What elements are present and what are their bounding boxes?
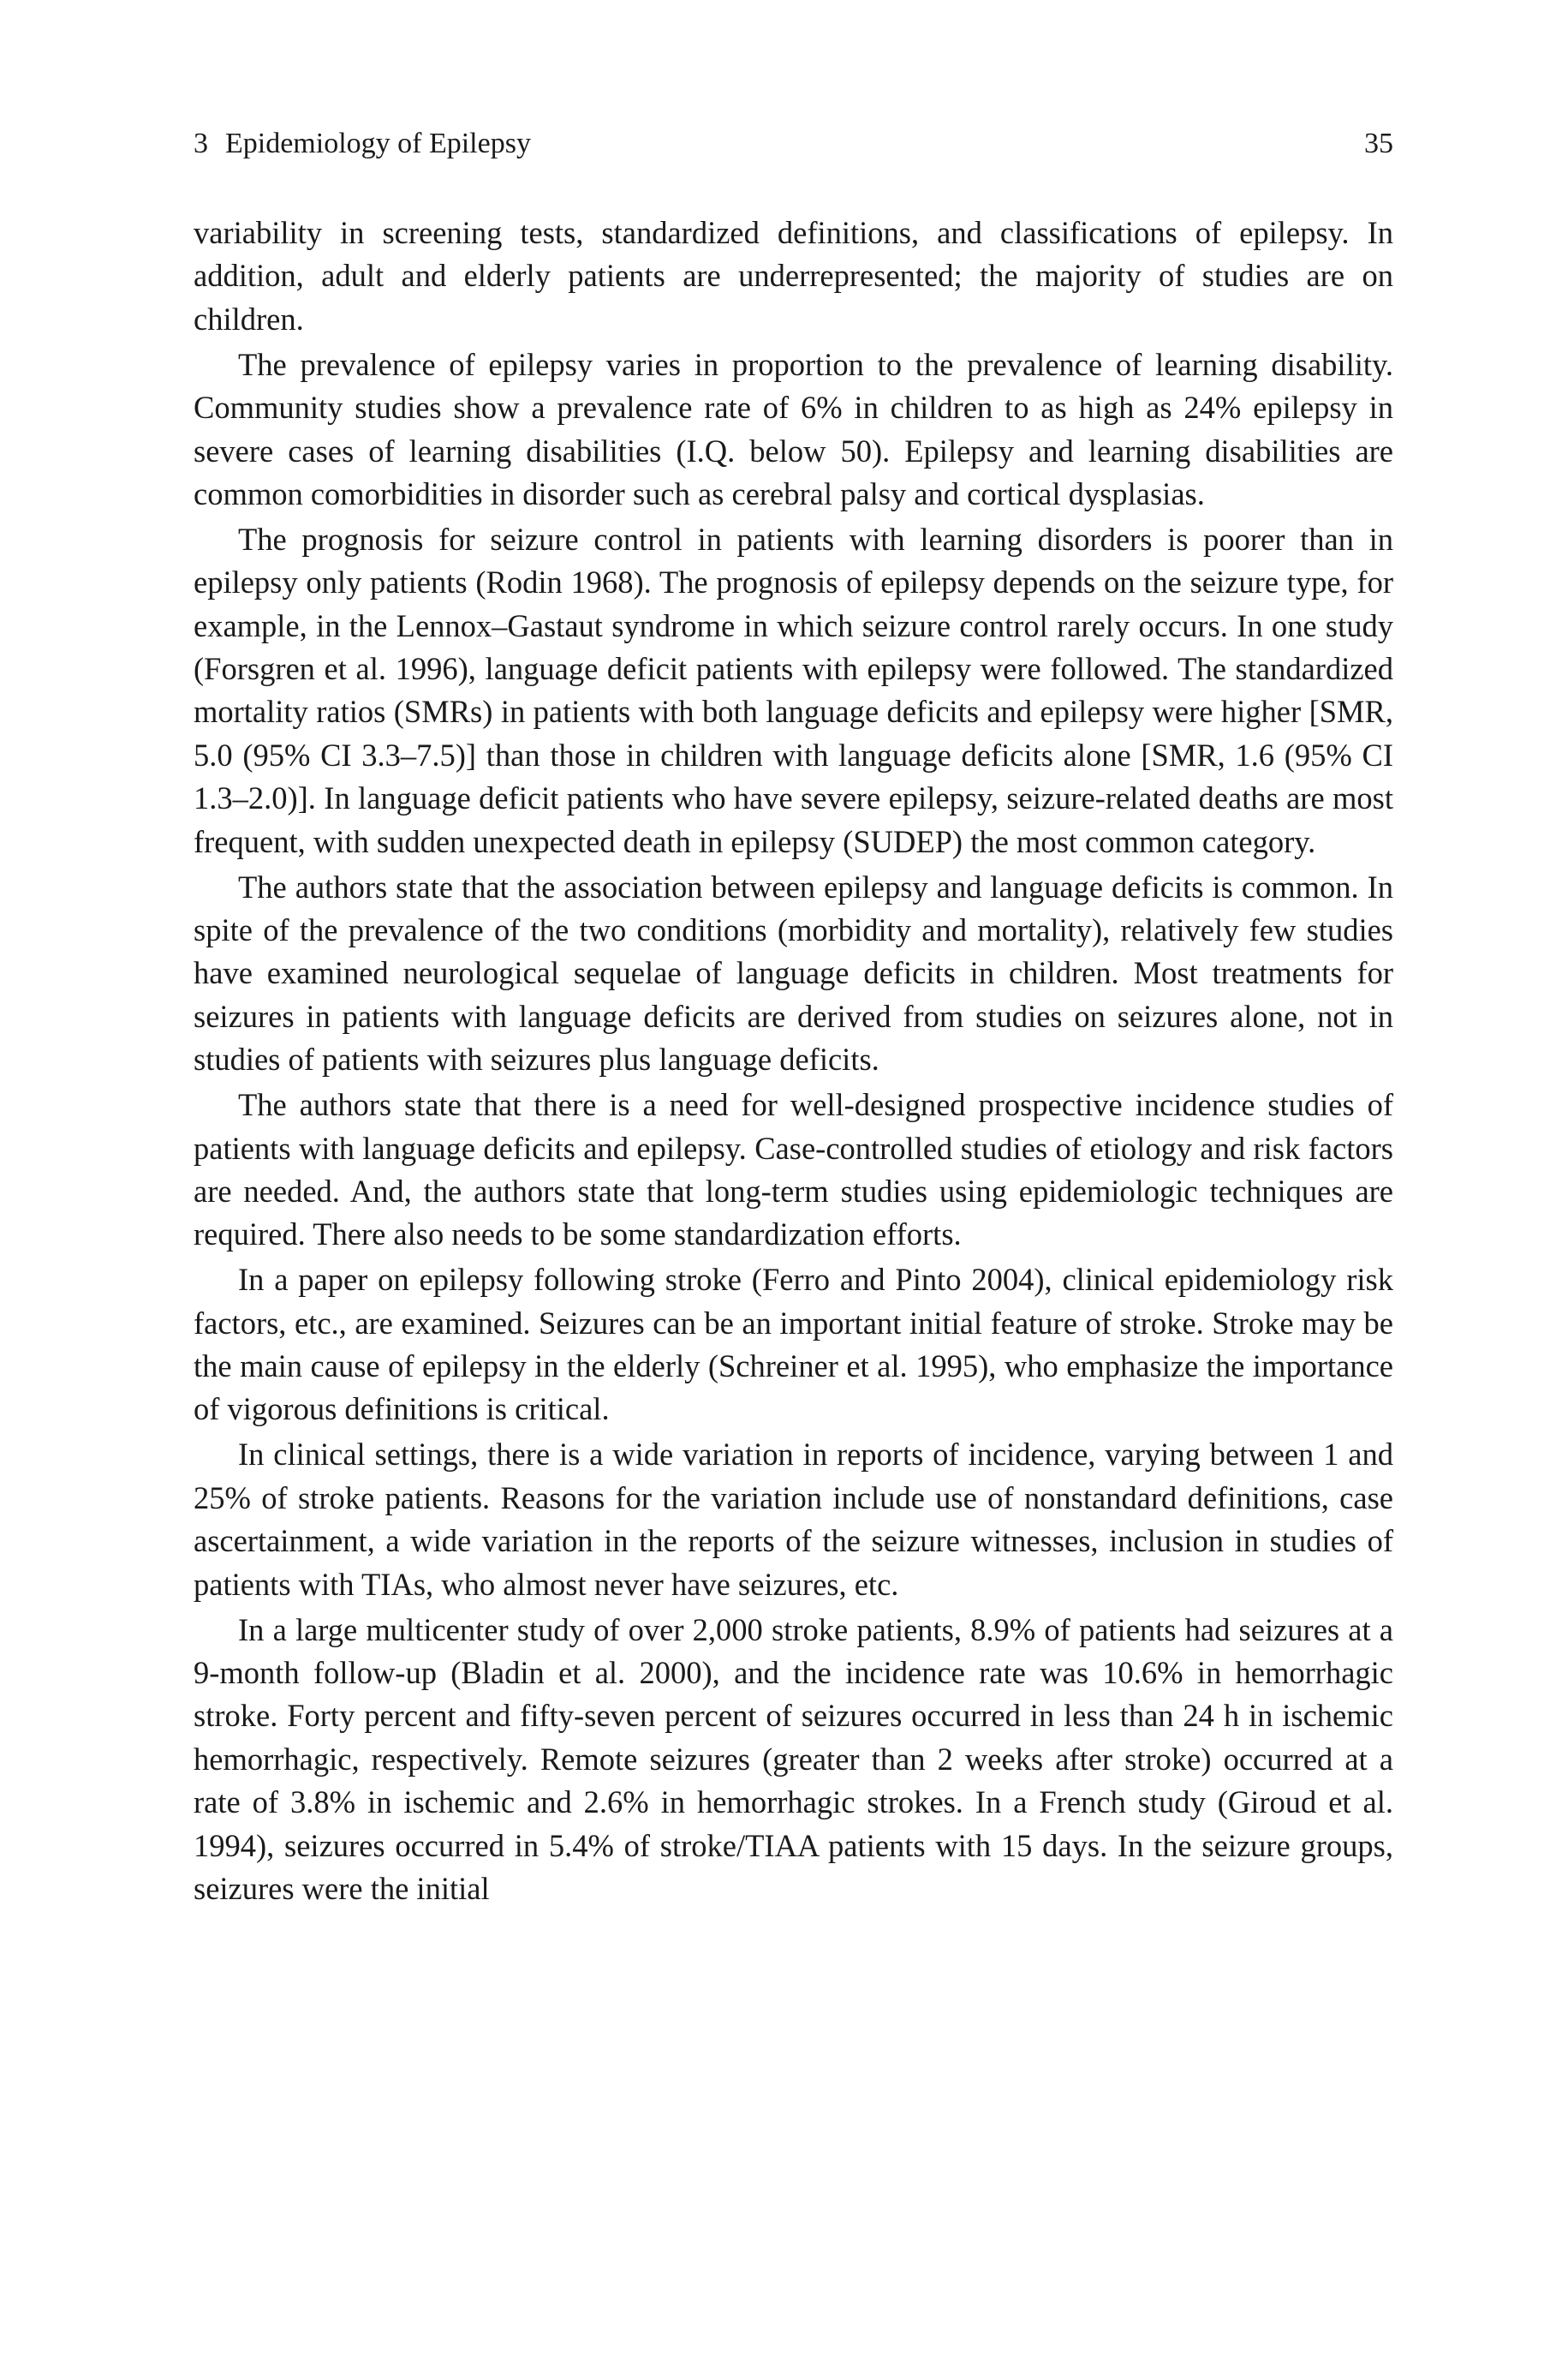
body-text <box>194 212 1393 1913</box>
paragraph-learning-disability: The prevalence of epilepsy varies in proportion to the prevalence of learning disability. Community studies show a prevalence rate of 6% in children to as high as 24% epilepsy in severe cases of learning disabilities (I.Q. below 50). Epilepsy and learning disabilities are common comorbidities in disorder such as cerebral palsy and cortical dysplasias. <box>194 346 1393 511</box>
paragraph-multicenter-study: In a large multicenter study of over 2,000 stroke patients, 8.9% of patients had seizures at a 9-month follow-up (Bladin et al. 2000), and the incidence rate was 10.6% in hemorrhagic stroke. Forty percent and fifty-seven percent of seizures occurred in less than 24 h in ischemic hemorrhagic, respectively. Remote seizures (greater than 2 weeks after stroke) occurred at a rate of 3.8% in ischemic and 2.6% in hemorrhagic strokes. In a French study (Giroud et al. 1994), seizures occurred in 5.4% of stroke/TIAA patients with 15 days. In the seizure groups, seizures were the initial <box>194 1611 1393 1906</box>
paragraph-association: The authors state that the association between epilepsy and language deficits is common. In spite of the prevalence of the two conditions (morbidity and mortality), relatively few studies have examined neurological sequelae of language deficits in children. Most treatments for seizures in patients with language deficits are derived from studies on seizures alone, not in studies of patients with seizures plus language deficits. <box>194 869 1393 1078</box>
chapter-number: 3 <box>194 128 208 159</box>
paragraph-clinical-settings: In clinical settings, there is a wide variation in reports of incidence, varying between 1 and 25% of stroke patients. Reasons for the variation include use of nonstandard definitions, case ascertainment, a wide variation in the reports of the seizure witnesses, inclusion in studies of patients with TIAs, who almost never have seizures, etc. <box>194 1437 1393 1602</box>
paragraph-prognosis: The prognosis for seizure control in patients with learning disorders is poorer than in epilepsy only patients (Rodin 1968). The prognosis of epilepsy depends on the seizure type, for example, in the Lennox–Gastaut syndrome in which seizure control rarely occurs. In one study (Forsgren et al. 1996), language deficit patients with epilepsy were followed. The standardized mortality ratios (SMRs) in patients with both language deficits and epilepsy were higher [SMR, 5.0 (95% CI 3.3–7.5)] than those in children with language deficits alone [SMR, 1.6 (95% CI 1.3–2.0)]. In language deficit patients who have severe epilepsy, seizure-related deaths are most frequent, with sudden unexpected death in epilepsy (SUDEP) the most common category. <box>194 521 1393 859</box>
paragraph-continued: variability in screening tests, standardized definitions, and classifications of epilepsy. In addition, adult and elderly patients are underrepresented; the majority of studies are on children. <box>194 215 1393 337</box>
chapter-title: Epidemiology of Epilepsy <box>225 128 531 159</box>
paragraph-epilepsy-after-stroke: In a paper on epilepsy following stroke (Ferro and Pinto 2004), clinical epidemiology risk factors, etc., are examined. Seizures can be an important initial feature of stroke. Stroke may be the main cause of epilepsy in the elderly (Schreiner et al. 1995), who emphasize the importance of vigorous definitions is critical. <box>194 1262 1393 1427</box>
page-number: 35 <box>1364 128 1393 159</box>
chapter-heading <box>194 123 531 164</box>
running-head <box>194 123 1393 164</box>
paragraph-need-for-studies: The authors state that there is a need for well-designed prospective incidence studies of patients with language deficits and epilepsy. Case-controlled studies of etiology and risk factors are needed. And, the authors state that long-term studies using epidemiologic techniques are required. There also needs to be some standardization efforts. <box>194 1087 1393 1252</box>
